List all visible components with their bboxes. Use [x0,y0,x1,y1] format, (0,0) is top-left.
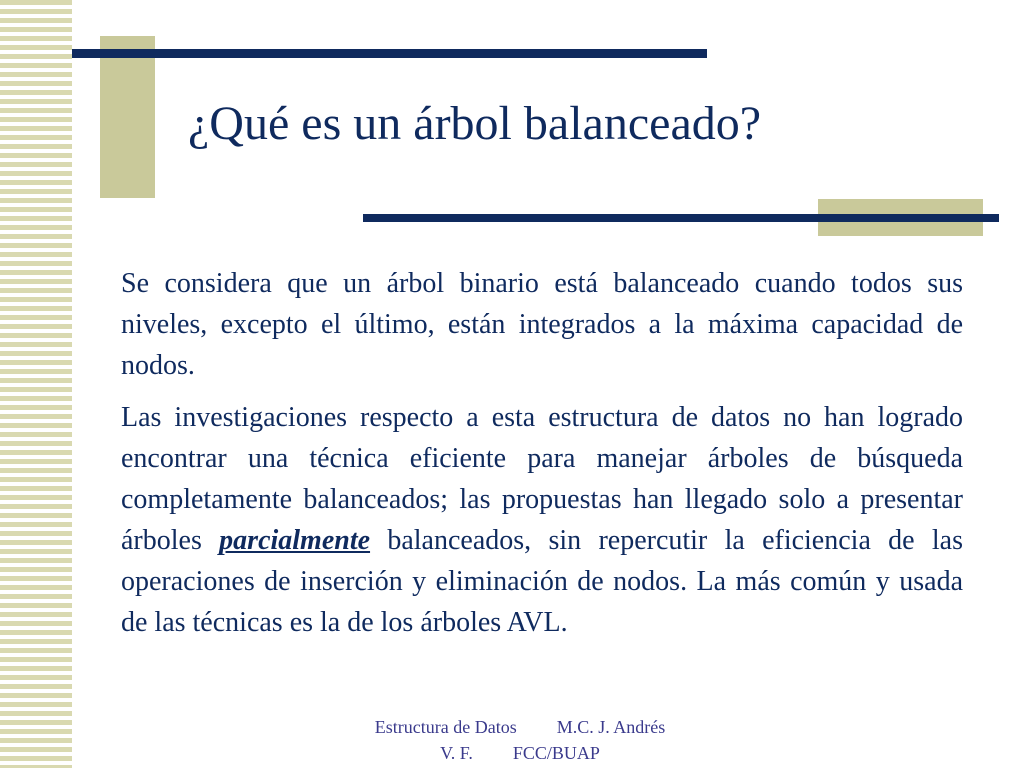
paragraph-research-end: balanceados, sin repercutir la eficiencia de las operaciones de inserción y eliminación de nodos. La más común y usada de las técnicas es la de los árboles AVL. [121,525,964,638]
decorative-navy-rule-bottom [363,214,999,222]
emphasis-parcialmente: parcialmente [219,525,371,556]
footer-institution: FCC/BUAP [512,743,600,763]
slide-title: ¿Qué es un árbol balanceado? [188,97,762,150]
decorative-stripe-band [0,0,72,768]
paragraph-research [121,397,963,643]
footer-line-1 [340,714,700,740]
footer-author-cont: V. F. [440,743,473,763]
decorative-navy-rule-top [72,49,707,58]
decorative-olive-block-top [100,36,155,198]
footer-author: M.C. J. Andrés [556,717,666,737]
footer-course: Estructura de Datos [374,717,517,737]
slide-body [121,263,963,643]
footer-line-2 [340,740,700,766]
paragraph-definition: Se considera que un árbol binario está balanceado cuando todos sus niveles, excepto el último, están integrados a la máxima capacidad de nodos. [121,268,963,381]
slide-footer [340,714,700,766]
paragraph-research-start: Las investigaciones respecto a esta estructura de datos no han logrado encontrar una técnica eficiente para manejar árboles de búsqueda completamente balanceados; las propuestas han llegado solo a presentar árboles [121,402,963,556]
